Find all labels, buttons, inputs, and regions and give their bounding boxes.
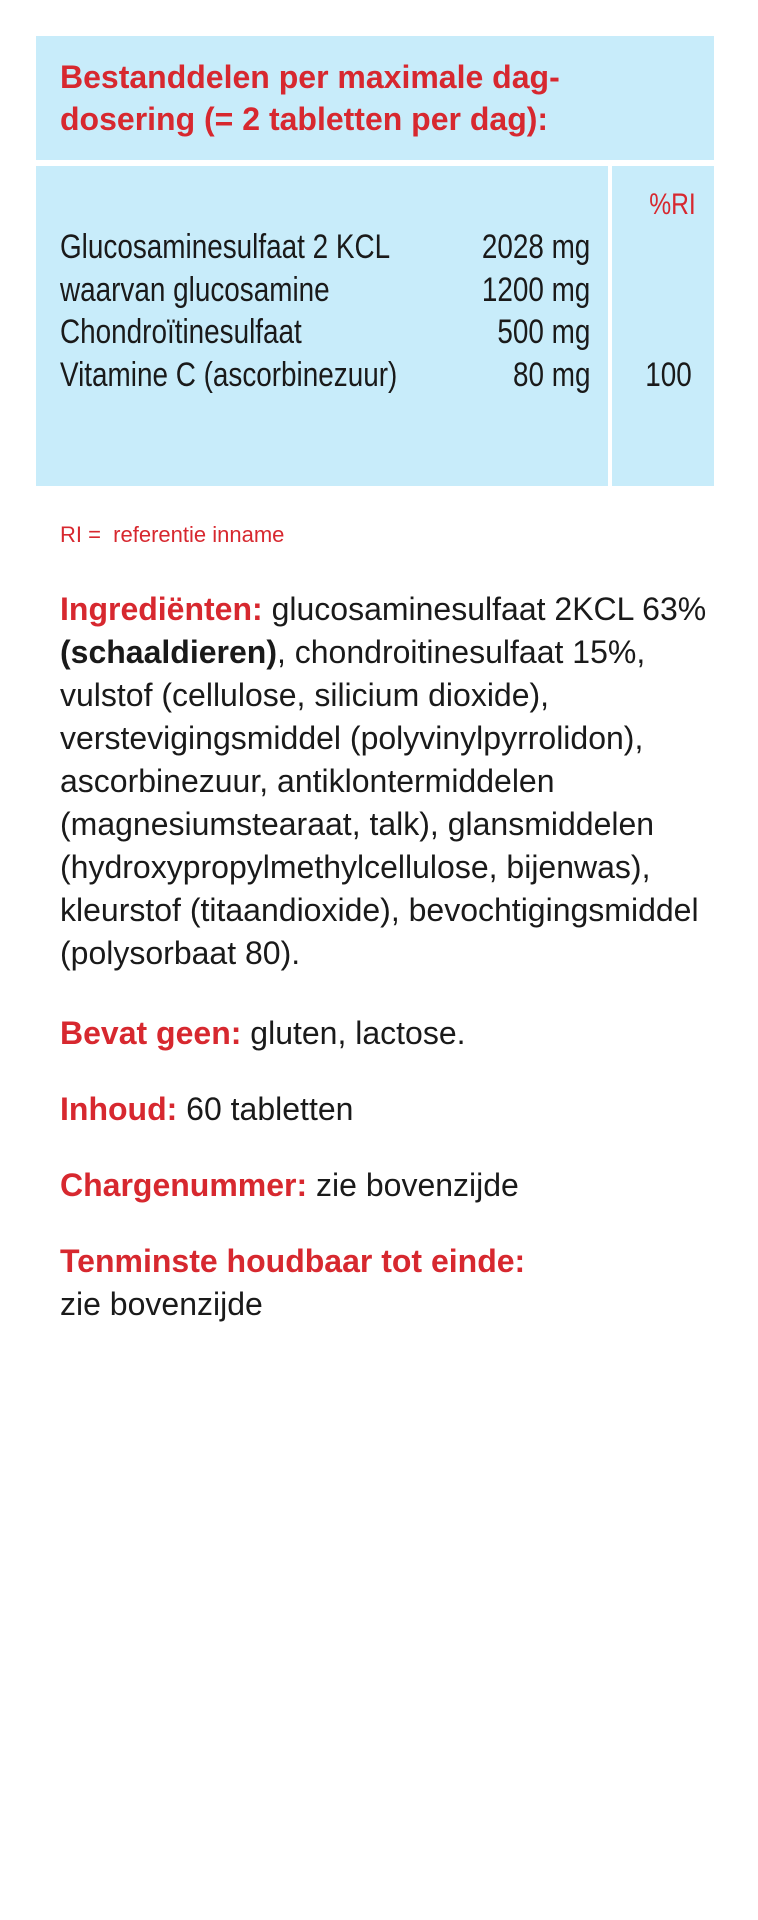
nutrition-table-main [36,166,608,486]
inhoud-value: 60 tabletten [177,1091,354,1127]
table-row-amount: 1200 mg [481,271,590,309]
page-title: Bestanddelen per maximale dag-dosering (= 2 tabletten per dag): [60,59,560,137]
inhoud-label: Inhoud: [60,1091,178,1127]
bevat-geen-value: gluten, lactose. [241,1015,466,1051]
ingredients-label: Ingrediënten: [60,591,263,627]
table-row-name: Chondroïtinesulfaat [60,313,302,351]
table-row-name: Vitamine C (ascorbinezuur) [60,356,398,394]
bevat-geen-label: Bevat geen: [60,1015,242,1051]
table-row-amount: 80 mg [512,356,590,394]
ri-column-header: %RI [649,188,696,221]
ingredients-text-1: glucosaminesulfaat 2KCL 63% [262,591,707,627]
ingredients-text-2: , chondroitinesulfaat 15%, vulstof (cellulose, silicium dioxide), verstevigingsmiddel (polyvinylpyrrolidon), ascorbinezuur, antiklontermiddelen (magnesiumstearaat, talk), glansmiddelen (hydroxypropylmethylcellulose, bijenwas), kleurstof (titaandioxide), bevochtigingsmiddel (polysorbaat 80). [60,634,699,971]
tenminste-value: zie bovenzijde [60,1286,263,1322]
table-row-amount: 500 mg [497,313,590,351]
ri-footnote: RI = referentie inname [60,522,285,547]
header-panel [36,36,714,160]
tenminste-section [60,1240,730,1326]
nutrition-table-ri-column [612,166,714,486]
table-row-ri: 100 [645,356,692,394]
chargenummer-value: zie bovenzijde [307,1167,519,1203]
ingredients-section [60,588,730,975]
tenminste-label: Tenminste houdbaar tot einde: [60,1243,526,1279]
chargenummer-label: Chargenummer: [60,1167,308,1203]
inhoud-section [60,1088,730,1131]
table-row-name: Glucosaminesulfaat 2 KCL [60,228,391,266]
bevat-geen-section [60,1012,730,1055]
allergen-text: (schaaldieren) [60,634,277,670]
chargenummer-section [60,1164,730,1207]
table-row-name: waarvan glucosamine [60,271,330,309]
table-row-amount: 2028 mg [481,228,590,266]
